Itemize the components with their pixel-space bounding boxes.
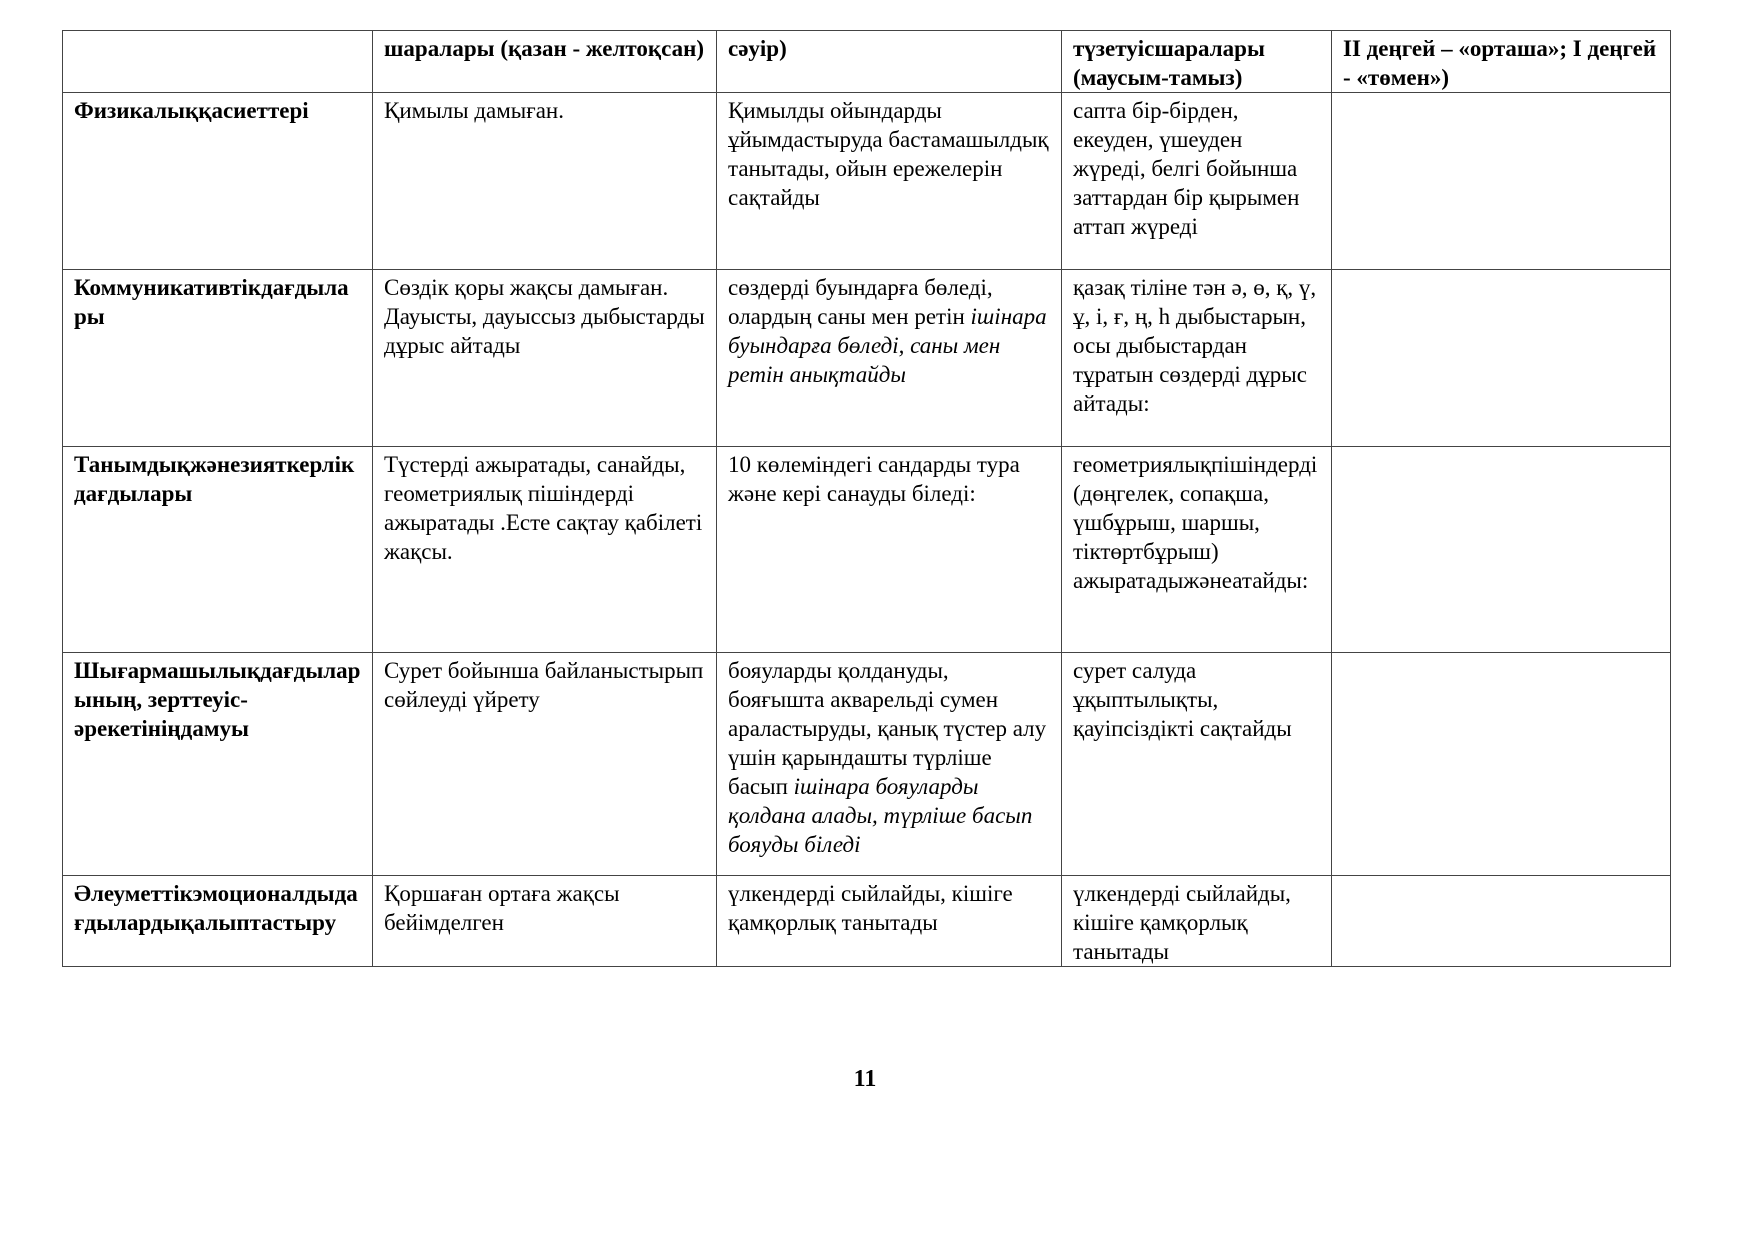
table-row bbox=[63, 876, 1671, 967]
table-cell bbox=[1332, 447, 1671, 653]
assessment-table bbox=[62, 30, 1671, 967]
page-number: 11 bbox=[853, 1066, 877, 1092]
table-cell: Қоршаған ортаға жақсы бейімделген bbox=[373, 876, 717, 967]
table-cell bbox=[1332, 270, 1671, 447]
table-cell bbox=[717, 270, 1062, 447]
cell-text: 10 көлеміндегі сандарды тура және кері санауды біледі: bbox=[728, 452, 1020, 506]
table-cell: Қимылы дамыған. bbox=[373, 93, 717, 270]
table-cell bbox=[717, 876, 1062, 967]
header-cell: сәуір) bbox=[717, 31, 1062, 93]
table-cell bbox=[1332, 93, 1671, 270]
table-cell bbox=[717, 93, 1062, 270]
cell-text: Қимылды ойындарды ұйымдастыруда бастамашылдық танытады, ойын ережелерін сақтайды bbox=[728, 98, 1049, 210]
header-cell bbox=[63, 31, 373, 93]
area-cell: Коммуникативтікдағдылары bbox=[63, 270, 373, 447]
table-cell: үлкендерді сыйлайды, кішіге қамқорлық танытады bbox=[1062, 876, 1332, 967]
table-cell: сапта бір-бірден, екеуден, үшеуден жүреді, белгі бойынша заттардан бір қырымен аттап жүреді bbox=[1062, 93, 1332, 270]
table-row bbox=[63, 270, 1671, 447]
area-cell: Физикалыққасиеттері bbox=[63, 93, 373, 270]
header-cell: түзетуісшаралары (маусым-тамыз) bbox=[1062, 31, 1332, 93]
table-cell bbox=[1332, 653, 1671, 876]
table-cell bbox=[717, 653, 1062, 876]
table-row bbox=[63, 447, 1671, 653]
cell-italic-text: ішінара буындарға бөледі, саны мен ретін анықтайды bbox=[728, 304, 1047, 387]
table-row bbox=[63, 93, 1671, 270]
cell-text: сөздерді буындарға бөледі, олардың саны мен ретін bbox=[728, 275, 993, 329]
table-cell: Сөздік қоры жақсы дамыған. Дауысты, дауыссыз дыбыстарды дұрыс айтады bbox=[373, 270, 717, 447]
area-cell: Танымдықжәнезияткерлікдағдылары bbox=[63, 447, 373, 653]
table-cell: сурет салуда ұқыптылықты, қауіпсіздікті сақтайды bbox=[1062, 653, 1332, 876]
cell-text: бояуларды қолдануды, бояғышта акварельді сумен араластыруды, қанық түстер алу үшін қарындашты түрліше басып bbox=[728, 658, 1047, 799]
table-cell: Түстерді ажыратады, санайды, геометриялық пішіндерді ажыратады .Есте сақтау қабілеті жақсы. bbox=[373, 447, 717, 653]
table-header-row bbox=[63, 31, 1671, 93]
table-row bbox=[63, 653, 1671, 876]
cell-italic-text: ішінара бояуларды қолдана алады, түрліше басып бояуды біледі bbox=[728, 774, 1033, 857]
table-cell: қазақ тіліне тән ә, ө, қ, ү, ұ, і, ғ, ң, һ дыбыстарын, осы дыбыстардан тұратын сөздерді дұрыс айтады: bbox=[1062, 270, 1332, 447]
table-cell bbox=[1332, 876, 1671, 967]
table-cell: геометриялықпішіндерді (дөңгелек, сопақша, үшбұрыш, шаршы, тіктөртбұрыш) ажыратадыжәнеатайды: bbox=[1062, 447, 1332, 653]
header-cell: шаралары (қазан - желтоқсан) bbox=[373, 31, 717, 93]
header-cell: II деңгей – «орташа»; I деңгей - «төмен») bbox=[1332, 31, 1671, 93]
cell-text: үлкендерді сыйлайды, кішіге қамқорлық танытады bbox=[728, 881, 1013, 935]
table-cell bbox=[717, 447, 1062, 653]
table-cell: Сурет бойынша байланыстырып сөйлеуді үйрету bbox=[373, 653, 717, 876]
area-cell: Шығармашылықдағдыларының, зерттеуіс-әрекетініңдамуы bbox=[63, 653, 373, 876]
area-cell: Әлеуметтікэмоционалдыдағдылардықалыптастыру bbox=[63, 876, 373, 967]
